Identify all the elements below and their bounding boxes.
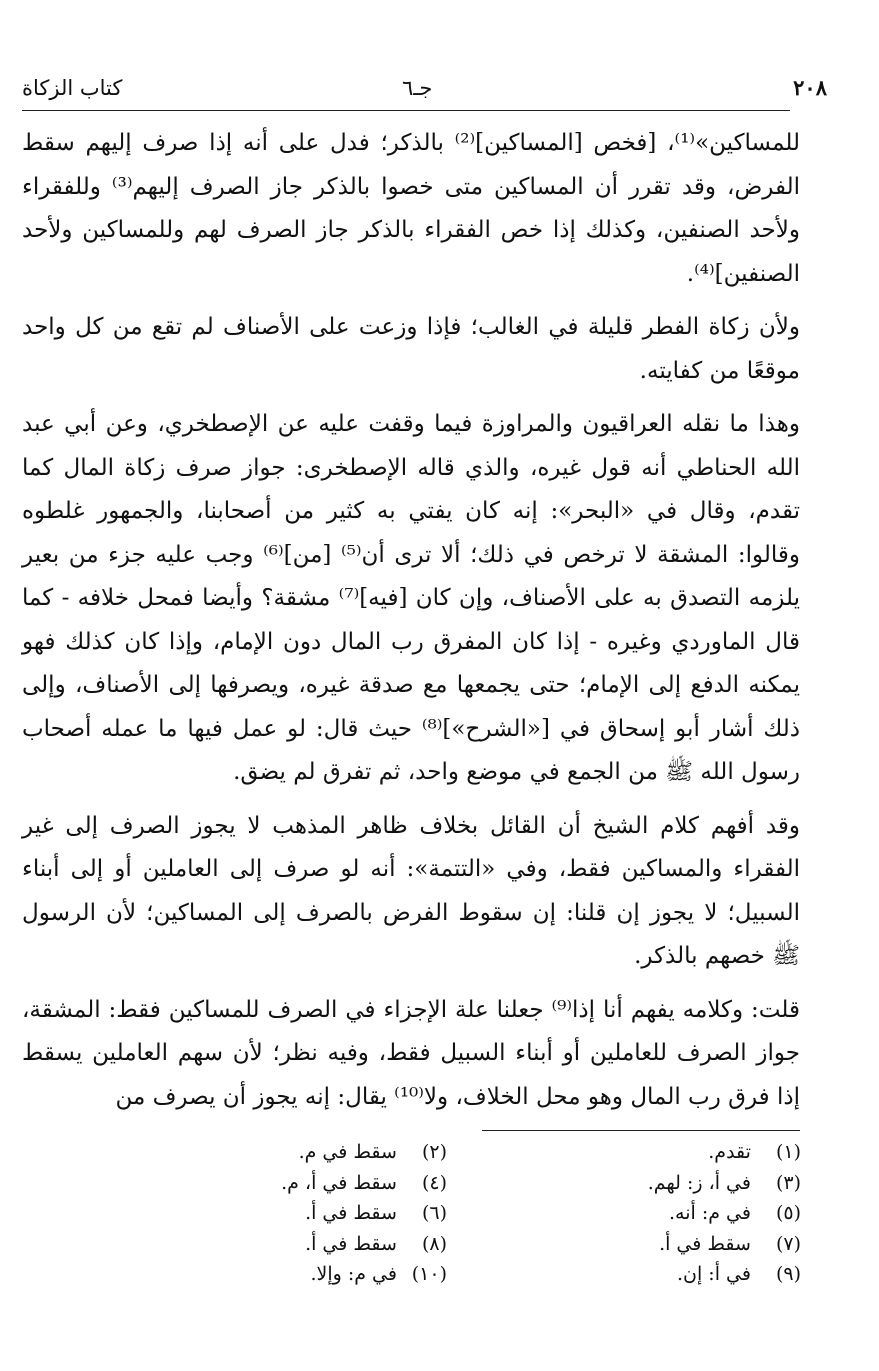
footnotes-right-column xyxy=(481,1137,801,1290)
footnote-text: في أ: إن. xyxy=(677,1263,751,1285)
footnote-number: (٦) xyxy=(421,1202,447,1224)
footnote-text: سقط في أ. xyxy=(305,1232,397,1255)
paragraph-5: قلت: وكلامه يفهم أنا إذا⁽⁹⁾ جعلنا علة الإجزاء في الصرف للمساكين فقط: المشقة، جواز الصرف للعاملين أو أبناء السبيل فقط، وفيه نظر؛ لأن سهم العاملين يسقط إذا فرق رب المال وهو محل الخلاف، ولا⁽¹⁰⁾ يقال: إنه يجوز أن يصرف من xyxy=(22,996,800,1110)
paragraph-2: ولأن زكاة الفطر قليلة في الغالب؛ فإذا وزعت على الأصناف لم تقع من كل واحد موقعًا من كفايته. xyxy=(22,314,800,384)
footnote xyxy=(197,1229,447,1260)
footnote-text: سقط في أ، م. xyxy=(281,1171,397,1194)
footnote xyxy=(197,1198,447,1229)
paragraph-3: وهذا ما نقله العراقيون والمراوزة فيما وقفت عليه عن الإصطخري، وعن أبي عبد الله الحناطي أنه قول غيره، والذي قاله الإصطخرى: جواز صرف زكاة المال كما تقدم، وقال في «البحر»: إنه كان يفتي به كثير من أصحابنا، والجمهور غلطوه وقالوا: المشقة لا ترخص في ذلك؛ ألا ترى أن⁽⁵⁾ [من]⁽⁶⁾ وجب عليه جزء من بعير يلزمه التصدق به على الأصناف، وإن كان [فيه]⁽⁷⁾ مشقة؟ وأيضا فمحل خلافه - كما قال الماوردي وغيره - إذا كان المفرق رب المال دون الإمام، وإذا كان كذلك فهو يمكنه الدفع إلى الإمام؛ حتى يجمعها مع صدقة غيره، ويصرفها إلى الأصناف، وإلى ذلك أشار أبو إسحاق في [«الشرح»]⁽⁸⁾ حيث قال: لو عمل فيها ما عمله أصحاب رسول الله ﷺ من الجمع في موضع واحد، ثم تفرق لم يضق. xyxy=(22,411,801,785)
footnote-text: في م: وإلا. xyxy=(310,1263,397,1285)
main-text xyxy=(22,122,800,1119)
footnote-number: (٢) xyxy=(421,1141,447,1163)
footnote-number: (٩) xyxy=(775,1263,801,1285)
page-number: ٢٠٨ xyxy=(793,75,827,100)
paragraph-4: وقد أفهم كلام الشيخ أن القائل بخلاف ظاهر المذهب لا يجوز الصرف إلى غير الفقراء والمساكين فقط، وفي «التتمة»: أنه لو صرف إلى العاملين أو إلى أبناء السبيل؛ لا يجوز إن قلنا: إن سقوط الفرض بالصرف إلى المساكين؛ لأن الرسول ﷺ خصهم بالذكر. xyxy=(22,812,800,969)
footnote xyxy=(197,1259,447,1290)
footnote xyxy=(481,1168,801,1199)
footnote xyxy=(481,1198,801,1229)
footnote-number: (١) xyxy=(775,1141,801,1163)
footnote-divider xyxy=(482,1130,800,1131)
footnote-text: سقط في م. xyxy=(298,1141,397,1163)
footnote xyxy=(481,1229,801,1260)
footnote-number: (٣) xyxy=(775,1171,801,1194)
running-title: كتاب الزكاة xyxy=(22,76,123,100)
footnote-text: تقدم. xyxy=(708,1141,751,1163)
footnote-number: (١٠) xyxy=(411,1263,447,1285)
footnote-text: في م: أنه. xyxy=(668,1202,751,1224)
footnotes-left-column xyxy=(197,1137,447,1290)
footnote xyxy=(481,1137,801,1168)
header-divider xyxy=(22,110,790,111)
footnote-text: سقط في أ. xyxy=(659,1232,751,1255)
footnote-text: في أ، ز: لهم. xyxy=(647,1171,751,1194)
footnote xyxy=(197,1168,447,1199)
volume-label: جـ٦ xyxy=(402,76,433,100)
footnote-number: (٤) xyxy=(421,1171,447,1194)
footnote-text: سقط في أ. xyxy=(305,1202,397,1224)
footnote xyxy=(481,1259,801,1290)
paragraph-1: للمساكين»⁽¹⁾، [فخص [المساكين]⁽²⁾ بالذكر؛ فدل على أنه إذا صرف إليهم سقط الفرض، وقد تقرر أن المساكين متى خصوا بالذكر جاز الصرف إليهم⁽³⁾ وللفقراء ولأحد الصنفين، وكذلك إذا خص الفقراء بالذكر جاز الصرف لهم وللمساكين ولأحد الصنفين]⁽⁴⁾. xyxy=(22,130,801,287)
footnote-number: (٥) xyxy=(775,1202,801,1224)
footnote xyxy=(197,1137,447,1168)
footnote-number: (٧) xyxy=(775,1232,801,1255)
footnote-number: (٨) xyxy=(421,1232,447,1255)
